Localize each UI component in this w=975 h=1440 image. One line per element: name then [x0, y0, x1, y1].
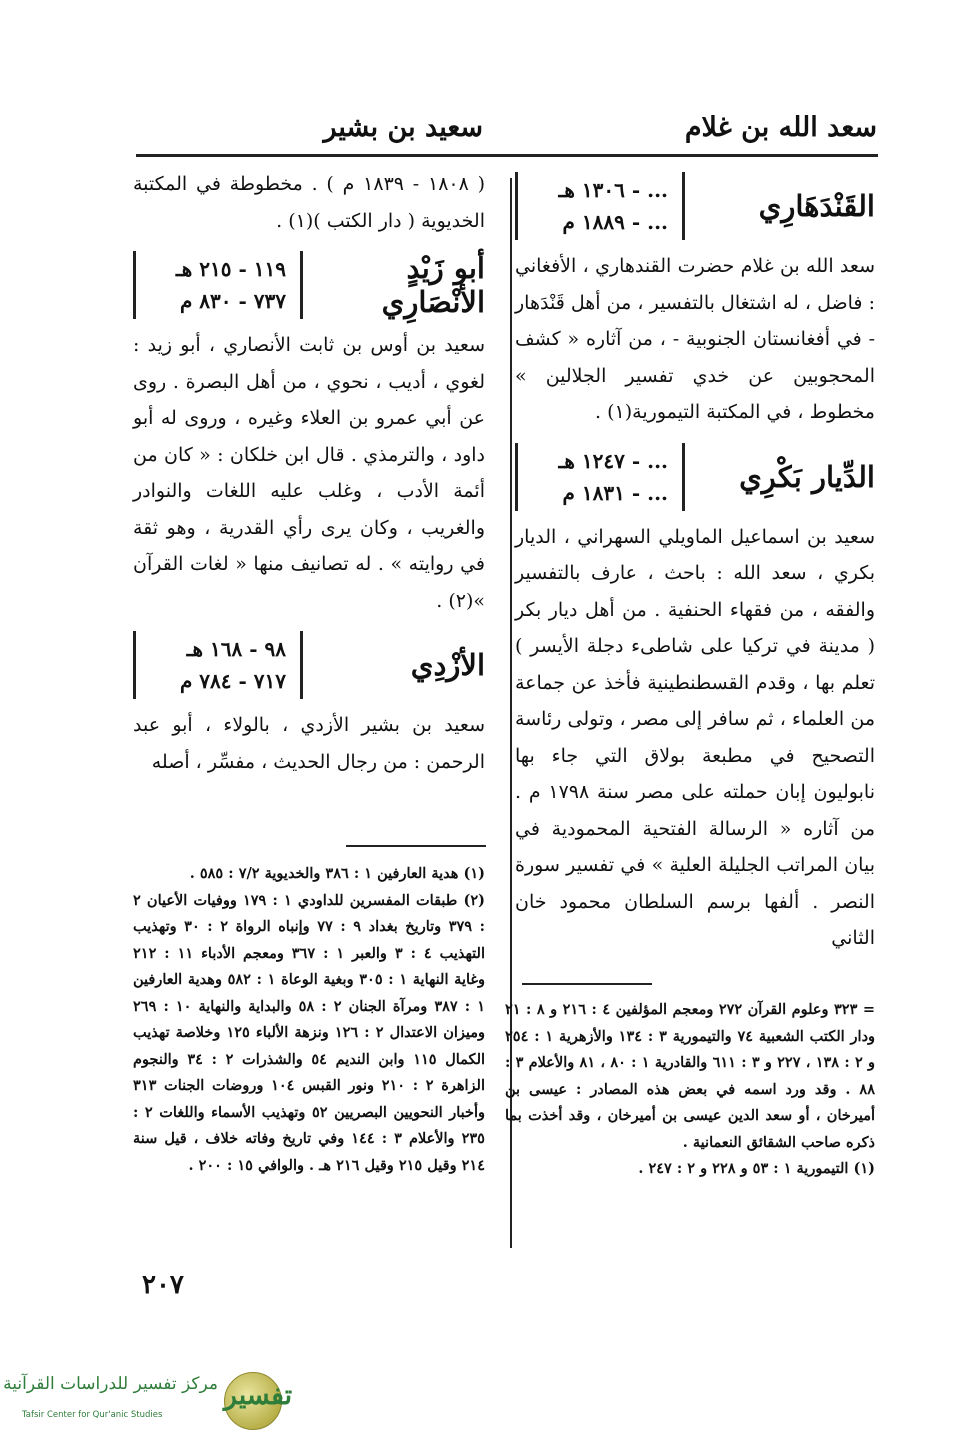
- entry-name-line: أبو زَيْدٍ: [406, 251, 485, 285]
- logo-arabic-name: مركز تفسير للدراسات القرآنية: [3, 1374, 218, 1394]
- dates-gregorian: ٧٣٧ - ٨٣٠ م: [179, 289, 286, 313]
- dates-hijri: ١١٩ - ٢١٥ هـ: [175, 257, 286, 281]
- footnote: (١) التيمورية ١ : ٥٣ و ٢٢٨ و ٢ : ٢٤٧ .: [638, 1160, 875, 1177]
- entry-name: [411, 648, 485, 682]
- entry-name-line: الأزْدِي: [410, 648, 485, 682]
- footnotes-left: [133, 861, 485, 1179]
- entry-name: [759, 189, 875, 223]
- entry-body: سعيد بن أوس بن ثابت الأنصاري ، أبو زيد : لغوي ، أديب ، نحوي ، من أهل البصرة . روى عن أبي عمرو بن العلاء وغيره ، وروى له أبو داود ، والترمذي . قال ابن خلكان : « كان من أئمة الأدب ، وغلب عليه اللغات والنوادر والغريب ، وكان يرى رأي القدرية ، وهو ثقة في روايته » . له تصانيف منها « لغات القرآن »(٢) .: [133, 334, 485, 612]
- entry-name: [382, 251, 485, 319]
- tafsir-center-logo: [3, 1370, 293, 1432]
- dates-gregorian: ... - ١٨٣١ م: [562, 480, 668, 505]
- running-header-left: سعيد بن بشير: [323, 112, 483, 143]
- continued-text: ( ١٨٠٨ - ١٨٣٩ م ) . مخطوطة في المكتبة الخديوية ( دار الكتب )(١) .: [133, 173, 486, 232]
- dates-hijri: ... - ١٢٤٧ هـ: [558, 448, 668, 473]
- entry-body: سعد الله بن غلام حضرت القندهاري ، الأفغاني : فاضل ، له اشتغال بالتفسير ، من أهل قَنْدَهار - في أفغانستان الجنوبية - ، من آثاره « كشف المحجوبين عن خدي تفسير الجلالين » مخطوط ، في المكتبة التيمورية(١) .: [515, 255, 875, 423]
- logo-word: تفسير: [223, 1380, 293, 1411]
- entry-name-line: الأنْصَارِي: [381, 285, 485, 319]
- entry-dates: [133, 631, 303, 699]
- running-header-right: سعد الله بن غلام: [684, 112, 877, 143]
- footnotes-right: [505, 997, 875, 1183]
- dates-hijri: ٩٨ - ١٦٨ هـ: [186, 637, 286, 661]
- entry-name-line: القَنْدَهَارِي: [758, 189, 875, 223]
- dates-gregorian: ... - ١٨٨٩ م: [562, 210, 668, 234]
- entry-name: [739, 460, 875, 494]
- entry-body: سعيد بن بشير الأزدي ، بالولاء ، أبو عبد الرحمن : من رجال الحديث ، مفسِّر ، أصله: [133, 714, 485, 773]
- footnote: (٢) طبقات المفسرين للداودي ١ : ١٧٩ ووفيات الأعيان ٢ : ٣٧٩ وتاريخ بغداد ٩ : ٧٧ وإنباه الرواة ٢ : ٣٠ وتهذيب التهذيب ٤ : ٣ والعبر ١ : ٣٦٧ ومعجم الأدباء ١١ : ٢١٢ وغاية النهاية ١ : ٣٠٥ وبغية الوعاة ١ : ٥٨٢ وهدية العارفين ١ : ٣٨٧ ومرآة الجنان ٢ : ٥٨ والبداية والنهاية ١٠ : ٢٦٩ وميزان الاعتدال ٢ : ١٢٦ ونزهة الألباء ١٢٥ وخلاصة تهذيب الكمال ١١٥ وابن النديم ٥٤ والشذرات ٢ : ٣٤ والنجوم الزاهرة ٢ : ٢١٠ ونور القبس ١٠٤ وروضات الجنات ٣١٣ وأخبار النحويين البصريين ٥٢ وتهذيب الأسماء واللغات ٢ : ٢٣٥ والأعلام ٣ : ١٤٤ وفي تاريخ وفاته خلاف ، قيل سنة ٢١٤ وقيل ٢١٥ وقيل ٢١٦ هـ . والوافي ١٥ : ٢٠٠ .: [133, 891, 486, 1174]
- header-rule: [136, 154, 878, 157]
- entry-name-line: الدِّيار بَكْرِي: [739, 459, 875, 494]
- logo-english-name: Tafsir Center for Qur'anic Studies: [22, 1410, 163, 1420]
- footnote: = ٣٢٣ وعلوم القرآن ٢٧٢ ومعجم المؤلفين ٤ : ٢١٦ و ٨ : ٢١ ودار الكتب الشعبية ٧٤ والتيمورية ٣ : ١٣٤ والأزهرية ١ : ٢٥٤ و ٢ : ١٣٨ ، ٢٢٧ و ٣ : ٦١١ والقادرية ١ : ٨٠ ، ٨١ والأعلام ٣ : ٨٨ . وقد ورد اسمه في بعض هذه المصادر : عيسى بن أميرخان ، أو سعد الدين عيسى بن أميرخان ، وقد أخذت بما ذكره صاحب الشقائق النعمانية .: [505, 1001, 876, 1151]
- dates-gregorian: ٧١٧ - ٧٨٤ م: [179, 669, 286, 693]
- footnote: (١) هدية العارفين ١ : ٣٨٦ والخديوية ٧/٢ : ٥٨٥ .: [189, 865, 485, 882]
- entry-heading: [515, 172, 875, 240]
- entry-dates: [515, 443, 685, 511]
- footnote-rule: [346, 845, 486, 847]
- entry-heading: [133, 631, 485, 699]
- dates-hijri: ... - ١٣٠٦ هـ: [558, 178, 668, 202]
- right-column: [515, 166, 875, 957]
- footnote-rule: [522, 983, 652, 985]
- page-number: ٢٠٧: [142, 1270, 184, 1300]
- entry-body: سعيد بن اسماعيل الماويلي السهراني ، الديار بكري ، سعد الله : باحث ، عارف بالتفسير والفقه ، من فقهاء الحنفية . من أهل ديار بكر ( مدينة في تركيا على شاطىء دجلة الأيسر ) تعلم بها ، وقدم القسطنطينية فأخذ عن جماعة من العلماء ، ثم سافر إلى مصر ، وتولى رئاسة التصحيح في مطبعة بولاق التي جاء بها نابوليون إبان حملته على مصر سنة ١٧٩٨ م . من آثاره « الرسالة الفتحية المحمودية في بيان المراتب الجليلة العلية » في تفسير سورة النصر . ألفها برسم السلطان محمود خان الثاني: [515, 525, 875, 949]
- entry-heading: [515, 443, 875, 511]
- left-column: [133, 166, 485, 780]
- entry-dates: [133, 251, 303, 319]
- entry-dates: [515, 172, 685, 240]
- entry-heading: [133, 251, 485, 319]
